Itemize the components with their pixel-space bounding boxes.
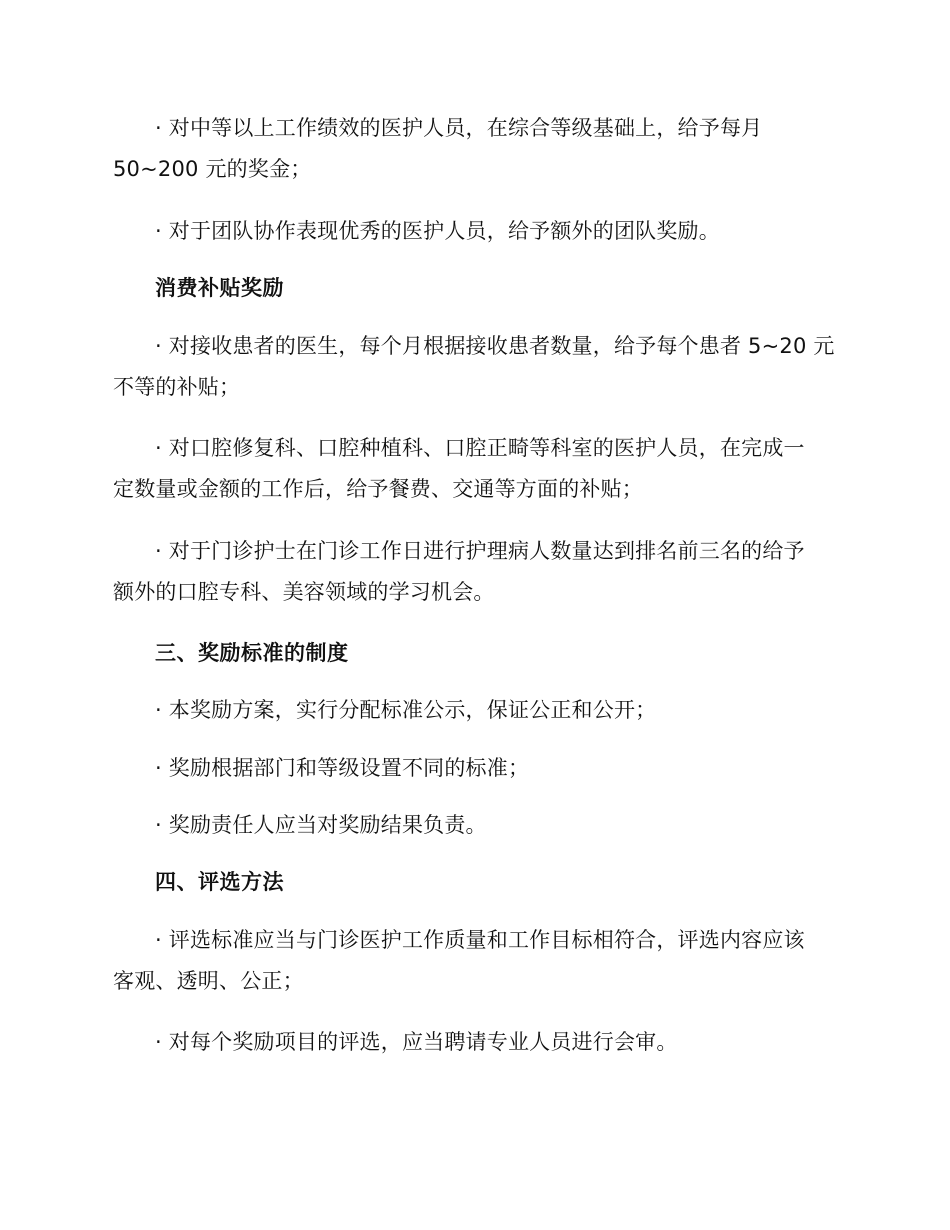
text-line: · 对中等以上工作绩效的医护人员，在综合等级基础上，给予每月 xyxy=(155,116,763,140)
section-heading-selection-method: 四、评选方法 xyxy=(155,870,284,894)
paragraph-doctor-subsidy xyxy=(113,326,838,408)
text-line: · 对接收患者的医生，每个月根据接收患者数量，给予每个患者 5~20 元 xyxy=(155,334,835,358)
paragraph-performance-bonus xyxy=(113,108,838,190)
text-line: · 本奖励方案，实行分配标准公示，保证公正和公开； xyxy=(155,698,657,722)
text-line: · 奖励根据部门和等级设置不同的标准； xyxy=(155,756,530,780)
paragraph-department-subsidy xyxy=(113,428,838,510)
paragraph-standard-publicity xyxy=(113,690,838,731)
text-line: · 奖励责任人应当对奖励结果负责。 xyxy=(155,813,487,837)
text-line: · 对于团队协作表现优秀的医护人员，给予额外的团队奖励。 xyxy=(155,219,720,243)
text-line: · 评选标准应当与门诊医护工作质量和工作目标相符合，评选内容应该 xyxy=(155,928,805,952)
text-line: 不等的补贴； xyxy=(113,375,241,399)
paragraph-team-reward xyxy=(113,211,838,252)
paragraph-selection-criteria xyxy=(113,920,838,1002)
paragraph-department-levels xyxy=(113,748,838,789)
paragraph-responsibility xyxy=(113,805,838,846)
text-line: · 对每个奖励项目的评选，应当聘请专业人员进行会审。 xyxy=(155,1030,678,1054)
text-line: · 对口腔修复科、口腔种植科、口腔正畸等科室的医护人员，在完成一 xyxy=(155,436,805,460)
text-line: 50~200 元的奖金； xyxy=(113,157,312,181)
text-line: · 对于门诊护士在门诊工作日进行护理病人数量达到排名前三名的给予 xyxy=(155,539,805,563)
text-line: 客观、透明、公正； xyxy=(113,969,304,993)
paragraph-expert-review xyxy=(113,1022,838,1063)
paragraph-nurse-learning xyxy=(113,531,838,613)
section-heading-consumption-subsidy: 消费补贴奖励 xyxy=(155,276,284,300)
section-heading-reward-standards: 三、奖励标准的制度 xyxy=(155,641,349,665)
text-line: 定数量或金额的工作后，给予餐费、交通等方面的补贴； xyxy=(113,477,643,501)
text-line: 额外的口腔专科、美容领域的学习机会。 xyxy=(113,580,495,604)
